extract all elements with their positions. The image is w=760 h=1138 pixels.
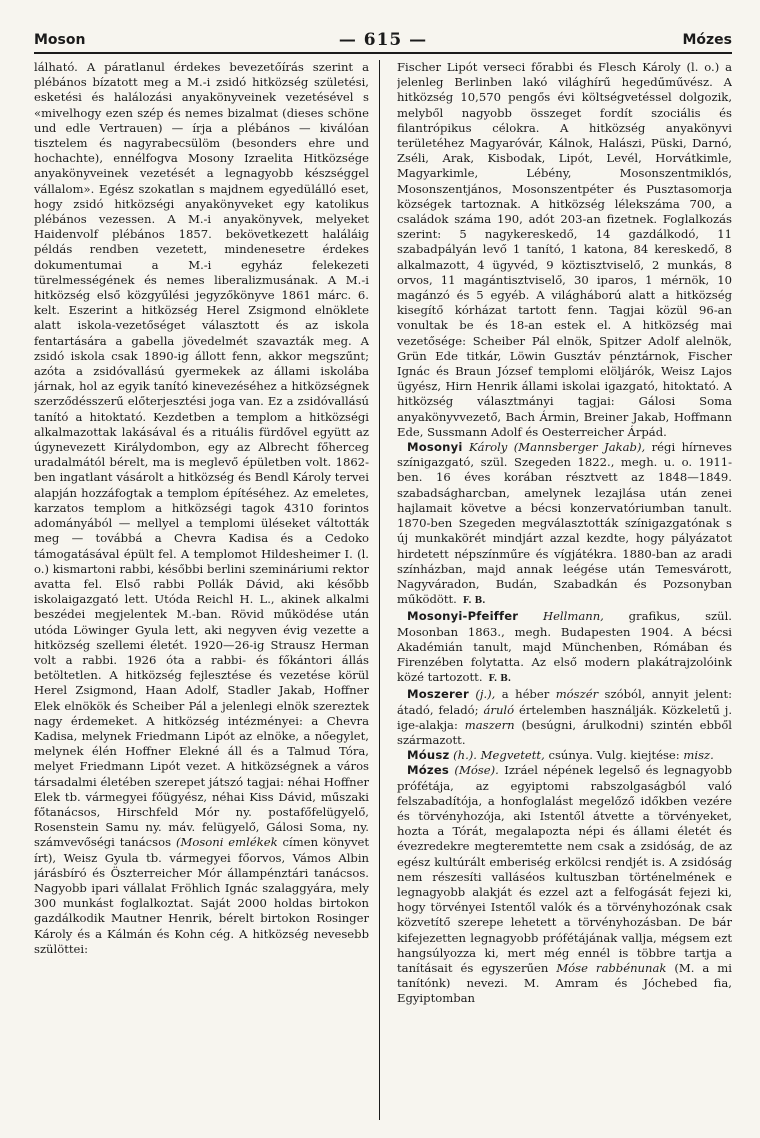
entry-moszerer [397, 687, 732, 748]
entry-italic: áruló [483, 702, 515, 717]
entry-body: Izráel népének legelső és legnagyobb prófétája, az egyiptomi rabszolgaságból való felszabadítója, a honfoglalást megelőző időkben vezére és törvényhozója, aki Istentől átvette a törvényeket, hozta a Tórát, megalapozta népi és állami életét és évezredekre megteremtette nem csak a zsidóság, de az egész kultúrált emberiség erkölcsi rendjét is. A zsidóság nem részesíti valláséos kultuszban történelmének e legnagyobb alakját és ezzel azt a felfogását fejezi ki, hogy törvényei Istentől valók és a törvényhozónak csak közvetítő szerepe lehetett a törvényhozásban. De bár kifejezetten legnagyobb prófétájának vallja, mégsem ezt hangsúlyozza ki, mert még ennél is többre tartja a tanításait és egyszerűen [397, 763, 732, 975]
author-signature: F. B. [488, 674, 512, 685]
entry-mousz [397, 748, 732, 763]
entry-mosonyi-pfeiffer [397, 609, 732, 687]
entry-body: grafikus, szül. Mosonban 1863., megh. Budapesten 1904. A bécsi Akadémián tanult, majd Münchenben, Rómában és Firenzében folytatta. Az első modern plakátrajzolóink közé tartozott. [397, 609, 732, 685]
left-column [34, 60, 369, 1120]
entry-italic: maszern [464, 717, 515, 732]
headword: Mosonyi [407, 440, 463, 455]
left-paragraph [34, 60, 369, 957]
entry-mozes [397, 763, 732, 1006]
page-number: — 615 — [338, 30, 428, 50]
column-divider [379, 60, 380, 1120]
columns [34, 60, 732, 1120]
headword: Móusz [407, 748, 450, 763]
right-column [397, 60, 732, 1120]
entry-body: a héber [501, 687, 550, 702]
entry-body: szóból, annyit jelent: átadó, feladó; [397, 687, 732, 717]
entry-italic: Móse rabbénunak [556, 960, 667, 975]
headword: Mózes [407, 763, 450, 778]
headword: Mosonyi-Pfeiffer [407, 609, 519, 624]
entry-mosonyi [397, 440, 732, 609]
entry-italic: Károly (Mannsberger Jakab), [469, 440, 646, 455]
left-text-italic: (Mosoni emlékek [175, 835, 278, 850]
right-paragraph: Fischer Lipót verseci főrabbi és Flesch Károly (l. o.) a jelenleg Berlinben lakó világhírű hegedűművész. A hitközség 10,570 pengős évi költségvetéssel dolgozik, melyből nagyobb összeget fordít szociális és filantrópikus célokra. A hitközség anyakönyvi területéhez Magyaróvár, Kálnok, Halászi, Püski, Darnó, Zséli, Arak, Kisbodak, Lipót, Levél, Horvátkimle, Magyarkimle, Lébény, Mosonszentmiklós, Mosonszentjános, Mosonszentpéter és Pusztasomorja községek tartoznak. A hitközség lélekszáma 700, a családok száma 190, adót 203-an fizetnek. Foglalkozás szerint: 5 nagykereskedő, 14 gazdálkodó, 11 szabadpályán levő 1 tanító, 1 katona, 84 kereskedő, 8 alkalmazott, 4 ügyvéd, 9 köztisztviselő, 2 munkás, 8 orvos, 11 magántisztviselő, 30 iparos, 1 mérnök, 10 magánzó és 5 egyéb. A világháború alatt a hitközség kisegítő kórházat tartott fenn. Tagjai közül 96-an vonultak be és 18-an estek el. A hitközség mai vezetősége: Scheiber Pál elnök, Spitzer Adolf alelnök, Grün Ede titkár, Löwin Gusztáv pénztárnok, Fischer Ignác és Braun József templomi elöljárók, Weisz Lajos ügyész, Hirn Henrik állami iskolai igazgató, hitoktató. A hitközség választmányi tagjai: Gálosi Soma anyakönyvvezető, Bach Ármin, Breiner Jakab, Hoffmann Ede, Sussmann Adolf és Oesterreicher Árpád. [397, 60, 732, 439]
entry-italic: misz. [683, 748, 714, 763]
left-text-2: címen könyvet írt), Weisz Gyula tb. vármegyei főorvos, Vámos Albin járásbíró és Öszterreicher Mór állampénztári tanácsos. Nagyobb ipari vállalat Fröhlich Ignác szalaggyára, mely 300 munkást foglalkoztat. Saját 2000 holdas birtokon gazdálkodik Mautner Henrik, bérelt birtokon Rosinger Károly és a Kálmán és Kohn cég. A hitközség nevesebb szülöttei: [34, 835, 369, 956]
header-right-keyword: Mózes [682, 32, 732, 48]
entry-italic: (h.). Megvetett, [453, 748, 545, 763]
left-text-1: lálható. A páratlanul érdekes bevezetőírás szerint a plébános bízatott meg a M.-i zsidó hitközség születési, esketési és halálozási anyakönyveinek vezetésével s «mivelhogy ezen szép és nemes bizalmat (dieses schöne und edle Vertrauen) — írja a plébános — kiválóan tisztelem és nagyrabecsülöm (besonders ehre und hochachte), ennélfogva Mosony Izraelita Hitközsége anyakönyveinek vezetését a legnagyobb készséggel vállalom». Egész szokatlan s majdnem egyedülálló eset, hogy zsidó hitközségi anyakönyveket egy katolikus plébános vezessen. A M.-i anyakönyvek, melyeket Haidenvolf plébános 1857. bekövetkezett haláláig példás rendben vezetett, mindenesetre érdekes dokumentumai a M.-i egyház felekezeti türelmességének és nemes liberalizmusának. A M.-i hitközség első közgyűlési jegyzőkönyve 1861 márc. 6. kelt. Eszerint a hitközség Herel Zsigmond elnöklete alatt iskola-vezetőséget választott és az iskola fentartására a gabella jövedelmét szavazták meg. A zsidó iskola csak 1890-ig állott fenn, akkor megszűnt; azóta a zsidóvallású gyermekek az állami iskolába járnak, hol az egyik tanító kinevezéséhez a hitközségnek szerződésszerű előterjesztési joga van. Ez a zsidóvallású tanító a hitoktató. Kezdetben a templom a hitközségi alkalmazottak lakásával és a rituális fürdővel együtt az úgynevezett Királydombon, egy az Albrecht főherceg uradalmától bérelt, ma is meglevő épületben volt. 1862-ben ingatlant vásárolt a hitközség és Bendl Károly tervei alapján hozzáfogtak a templom építéséhez. Az emeletes, karzatos templom a hitközségi tagok 4310 forintos adományából — mellyel a templomi üléseket váltották meg — továbbá a Chevra Kadisa és a Cedoko támogatásával épült fel. A templomot Hildesheimer I. (l. o.) kismartoni rabbi, későbbi berlini szemináriumi rektor avatta fel. Első rabbi Pollák Dávid, aki később iskolaigazgató lett. Utóda Reichl H. L., akinek alkalmi beszédei megjelentek M.-ban. Rövid működése után utóda Löwinger Gyula lett, aki negyven évig vezette a hitközség szellemi életét. 1920—26-ig Strausz Herman volt a rabbi. 1926 óta a rabbi- és főkántori állás betöltetlen. A hitközség fejlesztése és vezetése körül Herel Zsigmond, Haan Adolf, Stadler Jakab, Hoffner Elek elnökök és Scheiber Pál a jelenlegi elnök szereztek nagy érdemeket. A hitközség intézményei: a Chevra Kadisa, melynek Friedmann Lipót az elnöke, a nőegylet, melynek élén Hoffner Elekné áll és a Talmud Tóra, melyet Friedmann Lipót vezet. A hitközségnek a város társadalmi életében szerepet játszó tagjai: néhai Hoffner Elek tb. vármegyei főügyész, néhai Kiss Dávid, műszaki főtanácsos, Hirschfeld Mór ny. postafőfelügyelő, Rosenstein Samu ny. máv. felügyelő, Gálosi Soma, ny. számvevőségi tanácsos [34, 60, 369, 850]
running-header [34, 30, 732, 54]
headword: Moszerer [407, 687, 469, 702]
entry-italic: (Móse). [454, 763, 499, 778]
entry-body: (M. a mi tanítónk) nevezi. M. Amram és Jóchebed fia, Egyiptomban [397, 960, 732, 1006]
entry-italic: Hellmann, [542, 609, 604, 624]
entry-body: csúnya. Vulg. kiejtése: [548, 748, 680, 763]
header-left-keyword: Moson [34, 32, 86, 48]
entry-italic: (j.), [475, 687, 496, 702]
entry-italic: mószér [555, 687, 599, 702]
entry-body: régi hírneves színigazgató, szül. Szegeden 1822., megh. u. o. 1911-ben. 16 éves korában résztvett az 1848—1849. szabadságharcban, amelynek lezajlása után zenei hajlamait követve a bécsi konzervatóriumban tanult. 1870-ben Szegeden megválasztották színigazgatónak s új munkakörét mindjárt azzal kezdte, hogy pályázatot hirdetett népszínműre és vígjátékra. 1880-ban az aradi színházban, majd annak leégése után Temesvárott, Nagyváradon, Budán, Szabadkán és Pozsonyban működött. [397, 440, 732, 607]
entry-body: értelemben használják. Közkeletű j. ige-alakja: [397, 702, 732, 732]
entry-body: (besúgni, árulkodni) szintén ebből származott. [397, 717, 732, 747]
author-signature: F. B. [462, 596, 486, 607]
